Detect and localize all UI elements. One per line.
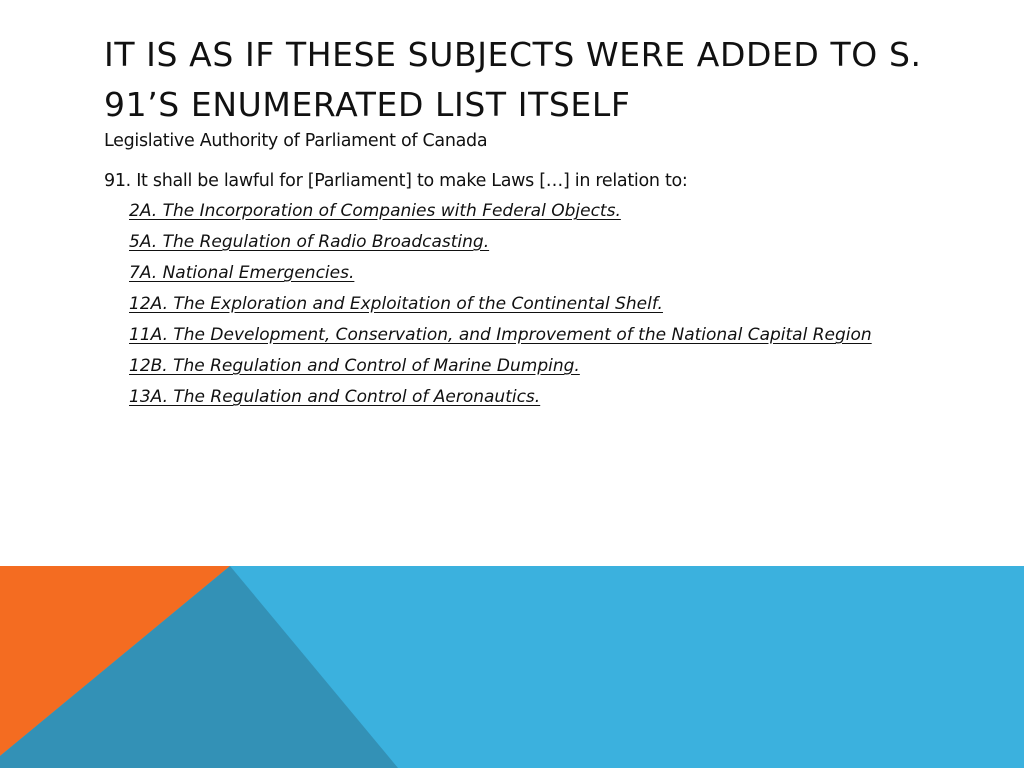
enumerated-list [104,198,984,410]
list-item-link-12a[interactable]: 12A. The Exploration and Exploitation of the Continental Shelf. [129,294,663,314]
list-item [129,322,899,348]
list-item [129,353,899,379]
list-item [129,291,899,317]
list-item-link-13a[interactable]: 13A. The Regulation and Control of Aeronautics. [129,387,541,407]
list-item [129,229,899,255]
list-item-link-2a[interactable]: 2A. The Incorporation of Companies with Federal Objects. [129,201,621,221]
list-item [129,260,899,286]
slide-title: IT IS AS IF THESE SUBJECTS WERE ADDED TO S. 91’S ENUMERATED LIST ITSELF [104,35,922,124]
slide-content [104,128,984,415]
lead-paragraph: 91. It shall be lawful for [Parliament] to make Laws […] in relation to: [104,171,688,191]
list-item [129,384,899,410]
decorative-footer-band [0,566,1024,768]
list-item-link-7a[interactable]: 7A. National Emergencies. [129,263,355,283]
list-item [129,198,899,224]
slide-subtitle: Legislative Authority of Parliament of Canada [104,131,488,151]
list-item-link-5a[interactable]: 5A. The Regulation of Radio Broadcasting. [129,232,490,252]
list-item-link-12b[interactable]: 12B. The Regulation and Control of Marine Dumping. [129,356,580,376]
list-item-link-11a[interactable]: 11A. The Development, Conservation, and Improvement of the National Capital Region [129,325,872,345]
